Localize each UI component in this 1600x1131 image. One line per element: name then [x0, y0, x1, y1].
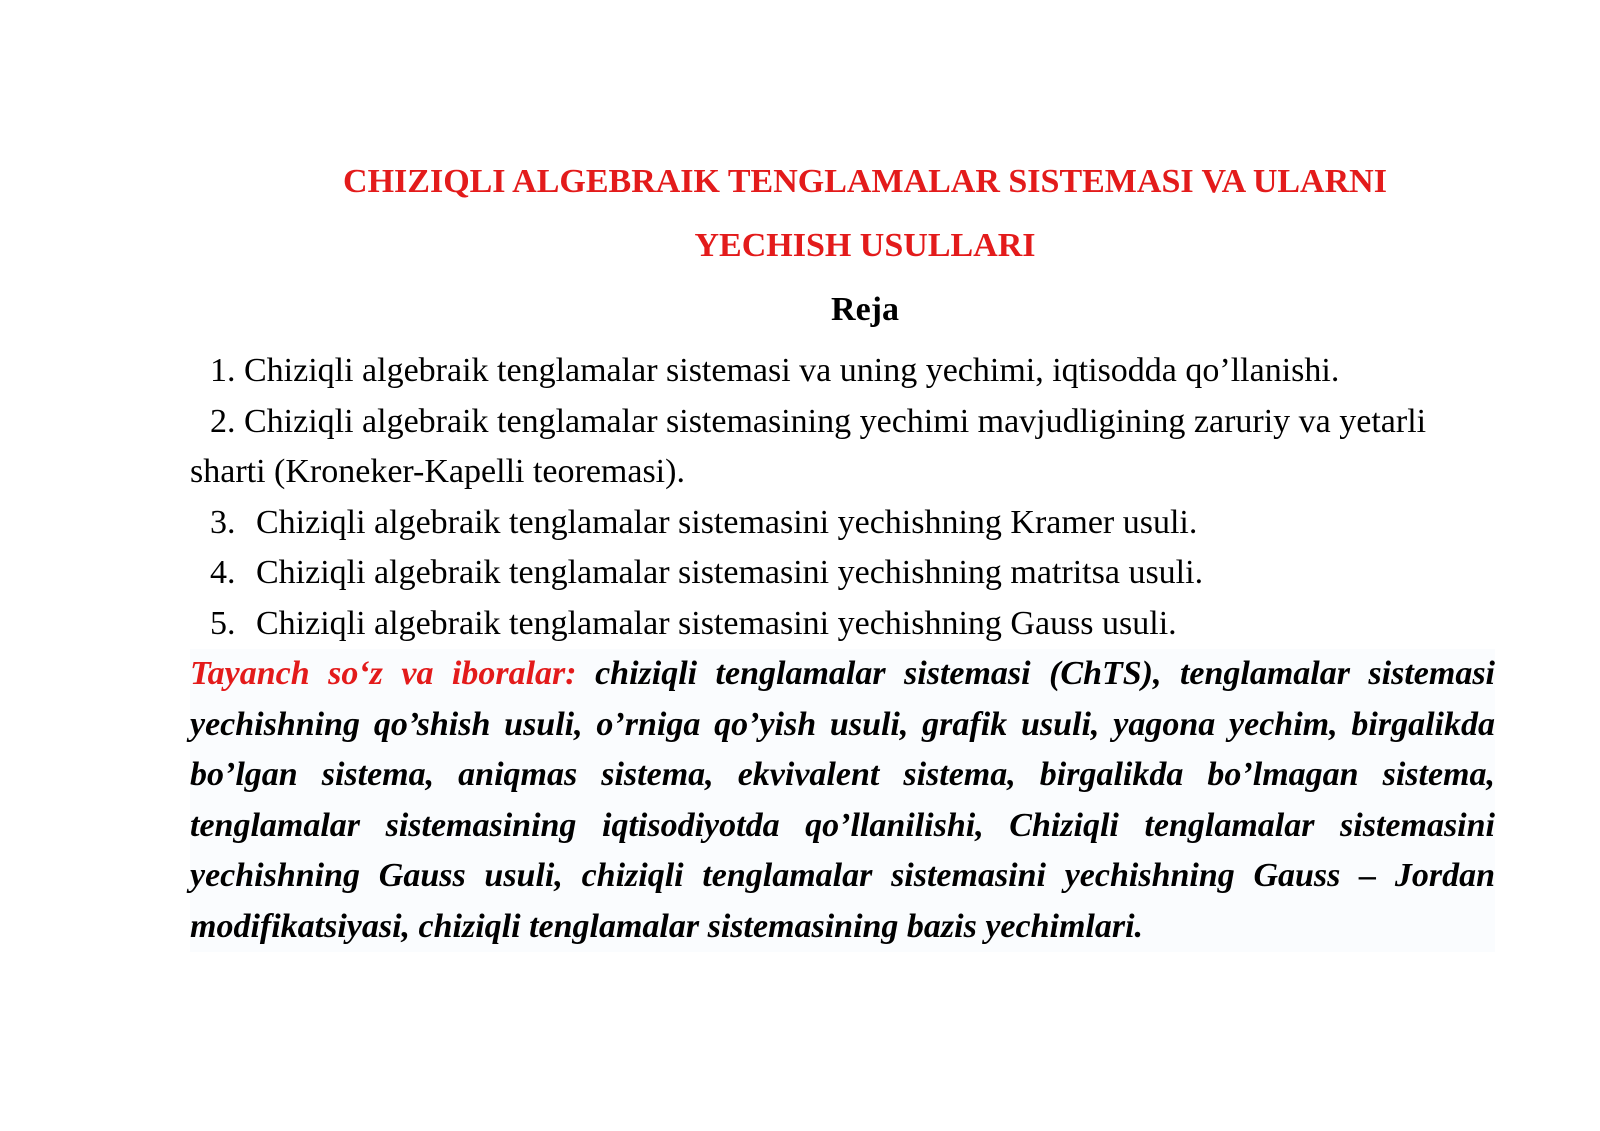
keywords-paragraph: [190, 649, 1495, 952]
document-page: [190, 150, 1495, 952]
keywords-label: Tayanch so‘z va iboralar:: [190, 655, 577, 692]
plan-item-text: Chiziqli algebraik tenglamalar sistemasini yechishning matritsa usuli.: [256, 554, 1204, 591]
plan-item-3: [190, 498, 1495, 549]
plan-item-text: Chiziqli algebraik tenglamalar sistemasining yechimi mavjudligining zaruriy va yetarli sharti (Kroneker-Kapelli teoremasi).: [190, 402, 1427, 490]
plan-list: [190, 346, 1495, 649]
plan-item-1: [190, 346, 1495, 397]
title-line-1: CHIZIQLI ALGEBRAIK TENGLAMALAR SISTEMASI VA ULARNI: [343, 163, 1387, 200]
plan-item-number: 2.: [210, 402, 236, 440]
plan-item-2: [190, 397, 1495, 498]
plan-item-text: Chiziqli algebraik tenglamalar sistemasi va uning yechimi, iqtisodda qo’llanishi.: [244, 352, 1340, 389]
plan-item-number: 5.: [210, 604, 236, 642]
plan-heading: Reja: [831, 291, 899, 328]
plan-item-number: 4.: [210, 554, 236, 591]
keywords-text: chiziqli tenglamalar sistemasi (ChTS), tenglamalar sistemasi yechishning qo’shish usuli, o’rniga qo’yish usuli, grafik usuli, yagona yechim, birgalikda bo’lgan sistema, aniqmas sistema, ekvivalent sistema, birgalikda bo’lmagan sistema, tenglamalar sistemasining iqtisodiyotda qo’llanilishi, Chiziqli tenglamalar sistemasini yechishning Gauss usuli, chiziqli tenglamalar sistemasini yechishning Gauss – Jordan modifikatsiyasi, chiziqli tenglamalar sistemasining bazis yechimlari.: [190, 655, 1496, 945]
title-line-2: YECHISH USULLARI: [694, 227, 1036, 264]
plan-item-number: 1.: [210, 352, 236, 389]
plan-item-text: Chiziqli algebraik tenglamalar sistemasini yechishning Kramer usuli.: [256, 503, 1198, 541]
plan-item-number: 3.: [210, 503, 236, 541]
plan-item-4: [190, 548, 1495, 599]
document-title: [190, 150, 1495, 278]
plan-item-text: Chiziqli algebraik tenglamalar sistemasini yechishning Gauss usuli.: [256, 604, 1177, 642]
plan-item-5: [190, 599, 1495, 650]
